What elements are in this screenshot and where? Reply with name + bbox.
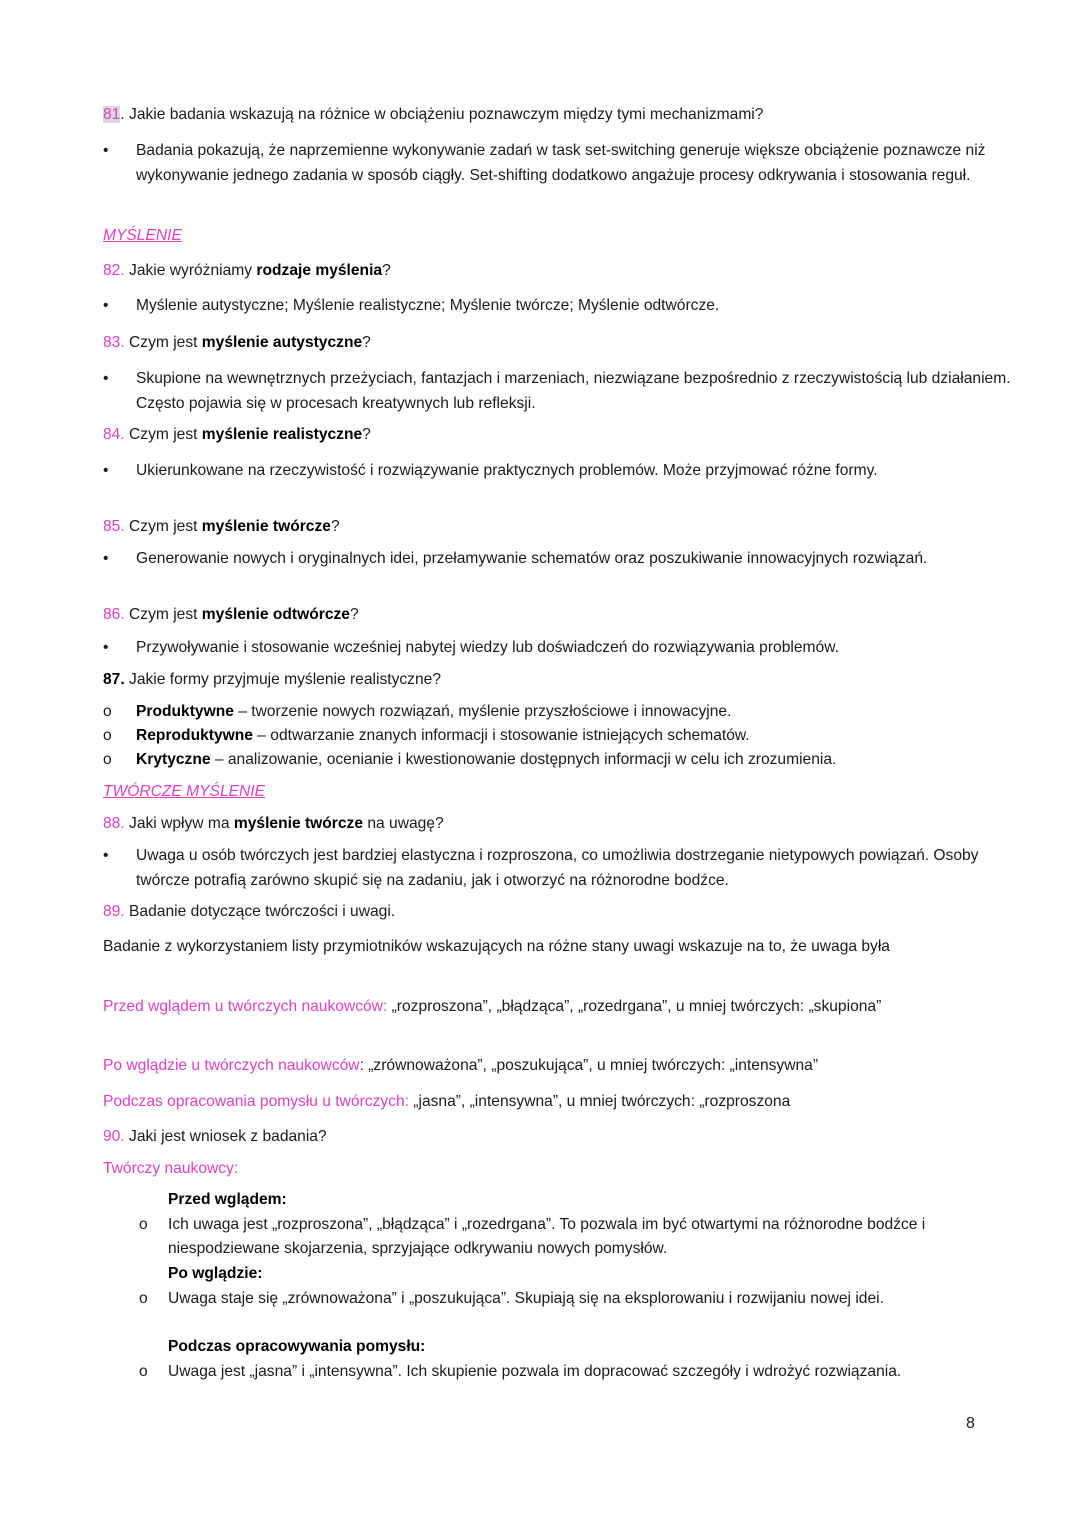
answer-86: • Przywoływanie i stosowanie wcześniej nabytej wiedzy lub doświadczeń do rozwiązywania problemów.	[103, 639, 839, 656]
question-81: 81. Jakie badania wskazują na różnice w obciążeniu poznawczym między tymi mechanizmami?	[103, 106, 764, 123]
page-number: 8	[966, 1415, 975, 1432]
question-86: 86. Czym jest myślenie odtwórcze?	[103, 606, 359, 623]
group-label: Twórczy naukowcy:	[103, 1160, 239, 1177]
study-row: Podczas opracowania pomysłu u twórczych: „jasna”, „intensywna”, u mniej twórczych: „rozproszona	[103, 1093, 791, 1110]
question-85: 85. Czym jest myślenie twórcze?	[103, 518, 340, 535]
conclusion-item: Przed wglądem: o Ich uwaga jest „rozproszona”, „błądząca” i „rozedrgana”. To pozwala im być otwartymi na różnorodne bodźce i niespodziewane skojarzenia, sprzyjające odkrywaniu nowych pomysłów.	[139, 1191, 926, 1257]
study-row: Przed wglądem u twórczych naukowców: „rozproszona”, „błądząca”, „rozedrgana”, u mniej twórczych: „skupiona”	[103, 998, 882, 1015]
answer-84: • Ukierunkowane na rzeczywistość i rozwiązywanie praktycznych problemów. Może przyjmować różne formy.	[103, 462, 878, 479]
question-83: 83. Czym jest myślenie autystyczne?	[103, 334, 371, 351]
conclusion-item: Podczas opracowywania pomysłu: o Uwaga jest „jasna” i „intensywna”. Ich skupienie pozwala im dopracować szczegóły i wdrożyć rozwiązania.	[139, 1338, 902, 1380]
answer-81: • Badania pokazują, że naprzemienne wykonywanie zadań w task set-switching generuje większe obciążenie poznawcze niż wykonywanie jednego zadania w sposób ciągły. Set-shifting dodatkowo angażuje procesy odkrywania i stosowania reguł.	[103, 142, 986, 184]
answer-83: • Skupione na wewnętrznych przeżyciach, fantazjach i marzeniach, niezwiązane bezpośrednio z rzeczywistością lub działaniem. Często pojawia się w procesach kreatywnych lub refleksji.	[103, 370, 1011, 412]
conclusion-item: Po wglądzie: o Uwaga staje się „zrównoważona” i „poszukująca”. Skupiają się na eksplorowaniu i rozwijaniu nowej idei.	[139, 1265, 884, 1307]
question-87: 87. Jakie formy przyjmuje myślenie realistyczne?	[103, 671, 441, 688]
question-82: 82. Jakie wyróżniamy rodzaje myślenia?	[103, 262, 391, 279]
answer-85: • Generowanie nowych i oryginalnych idei, przełamywanie schematów oraz poszukiwanie innowacyjnych rozwiązań.	[103, 550, 928, 567]
question-84: 84. Czym jest myślenie realistyczne?	[103, 426, 371, 443]
list-item: o Krytyczne – analizowanie, ocenianie i kwestionowanie dostępnych informacji w celu ich zrozumienia.	[103, 751, 837, 768]
list-item: o Produktywne – tworzenie nowych rozwiązań, myślenie przyszłościowe i innowacyjne.	[103, 703, 732, 720]
study-row: Po wglądzie u twórczych naukowców: „zrównoważona”, „poszukująca”, u mniej twórczych: „intensywna”	[103, 1057, 819, 1074]
question-90: 90. Jaki jest wniosek z badania?	[103, 1128, 327, 1145]
list-item: o Reproduktywne – odtwarzanie znanych informacji i stosowanie istniejących schematów.	[103, 727, 750, 744]
answer-82: • Myślenie autystyczne; Myślenie realistyczne; Myślenie twórcze; Myślenie odtwórcze.	[103, 297, 720, 314]
section-heading-tworcze-myslenie: TWÓRCZE MYŚLENIE	[103, 783, 266, 800]
question-89: 89. Badanie dotyczące twórczości i uwagi.	[103, 903, 396, 920]
section-heading-myslenie: MYŚLENIE	[103, 227, 182, 244]
answer-88: • Uwaga u osób twórczych jest bardziej elastyczna i rozproszona, co umożliwia dostrzeganie nietypowych powiązań. Osoby twórcze potrafią zarówno skupić się na zadaniu, jak i otworzyć na różnorodne bodźce.	[103, 847, 979, 889]
question-88: 88. Jaki wpływ ma myślenie twórcze na uwagę?	[103, 815, 444, 832]
study-intro: Badanie z wykorzystaniem listy przymiotników wskazujących na różne stany uwagi wskazuje na to, że uwaga była	[103, 938, 890, 955]
